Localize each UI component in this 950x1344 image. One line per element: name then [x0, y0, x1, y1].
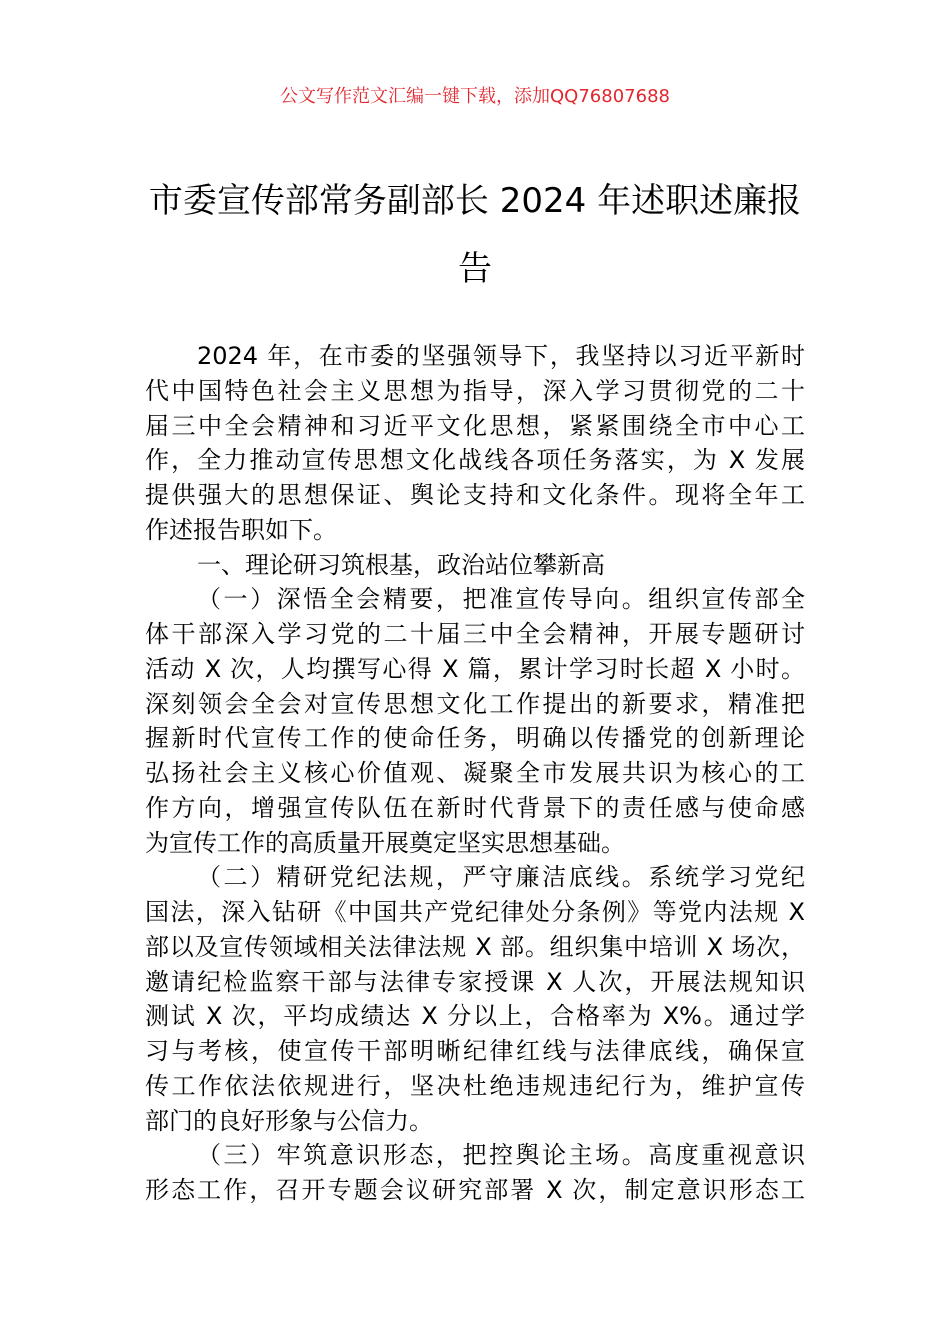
text-line: 国法，深入钻研《中国共产党纪律处分条例》等党内法规 X: [145, 898, 805, 926]
text-line: 作方向，增强宣传队伍在新时代背景下的责任感与使命感: [145, 793, 805, 822]
text-line: 体干部深入学习党的二十届三中全会精神，开展专题研讨: [145, 620, 805, 648]
text-line: 形态工作，召开专题会议研究部署 X 次，制定意识形态工: [145, 1176, 805, 1204]
text-line: 弘扬社会主义核心价值观、凝聚全市发展共识为核心的工: [145, 759, 805, 787]
text-line: 部以及宣传领域相关法律法规 X 部。组织集中培训 X 场次，: [145, 932, 805, 961]
document-body: [145, 339, 805, 1208]
document-title: 市委宣传部常务副部长 2024 年述职述廉报: [148, 181, 802, 221]
text-line: 邀请纪检监察干部与法律专家授课 X 人次，开展法规知识: [145, 967, 805, 996]
text-line: 作，全力推动宣传思想文化战线各项任务落实，为 X 发展: [145, 446, 805, 475]
text-line: 代中国特色社会主义思想为指导，深入学习贯彻党的二十: [145, 376, 805, 405]
text-line: 习与考核，使宣传干部明晰纪律红线与法律底线，确保宣: [145, 1037, 805, 1065]
paragraph: [145, 1138, 805, 1208]
text-line: 活动 X 次，人均撰写心得 X 篇，累计学习时长超 X 小时。: [145, 654, 805, 683]
text-line: 测试 X 次，平均成绩达 X 分以上，合格率为 X%。通过学: [145, 1002, 805, 1031]
text-line: （一）深悟全会精要，把准宣传导向。组织宣传部全: [197, 585, 805, 614]
watermark-text: 公文写作范文汇编一键下载，添加QQ76807688: [280, 86, 670, 107]
text-line: 传工作依法依规进行，坚决杜绝违规违纪行为，维护宣传: [145, 1071, 805, 1100]
text-line: 握新时代宣传工作的使命任务，明确以传播党的创新理论: [145, 724, 805, 753]
text-line: 为宣传工作的高质量开展奠定坚实思想基础。: [145, 828, 625, 857]
text-line: 作述报告职如下。: [145, 515, 337, 544]
text-line: 部门的良好形象与公信力。: [145, 1106, 433, 1135]
text-line: 一、理论研习筑根基，政治站位攀新高: [197, 550, 605, 579]
text-line: （三）牢筑意识形态，把控舆论主场。高度重视意识: [197, 1141, 805, 1170]
paragraph: [145, 582, 805, 860]
text-line: 届三中全会精神和习近平文化思想，紧紧围绕全市中心工: [145, 411, 805, 440]
document-title-continued: 告: [458, 249, 492, 289]
text-line: （二）精研党纪法规，严守廉洁底线。系统学习党纪: [197, 863, 805, 892]
section-heading: [145, 548, 805, 583]
text-line: 深刻领会全会对宣传思想文化工作提出的新要求，精准把: [145, 689, 805, 718]
text-line: 提供强大的思想保证、舆论支持和文化条件。现将全年工: [145, 481, 805, 509]
text-line: 2024 年，在市委的坚强领导下，我坚持以习近平新时: [197, 342, 805, 370]
paragraph: [145, 339, 805, 548]
paragraph: [145, 860, 805, 1138]
